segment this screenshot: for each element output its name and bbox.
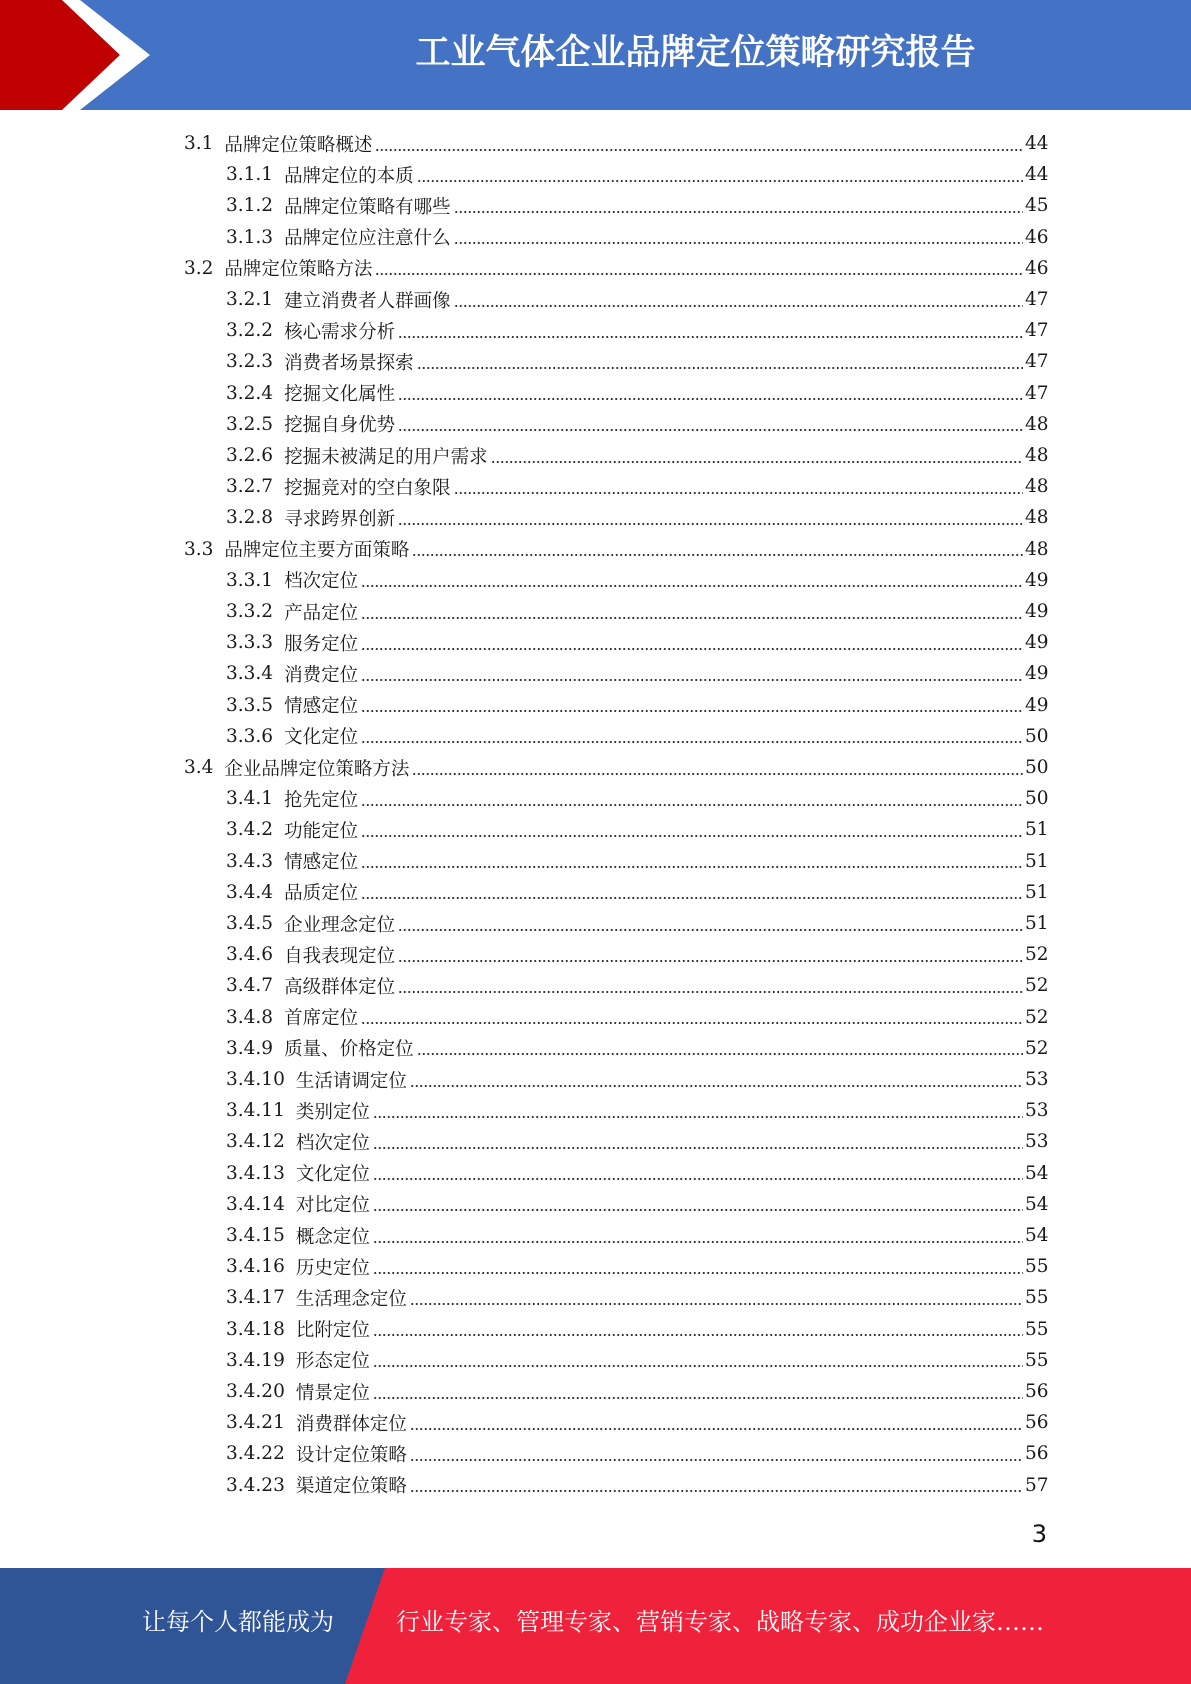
toc-entry-page: 44	[1025, 133, 1049, 154]
toc-entry[interactable]	[0, 1002, 1191, 1033]
toc-entry[interactable]	[0, 627, 1191, 658]
toc-entry-number: 3.4.7	[226, 975, 274, 997]
toc-entry-page: 57	[1025, 1474, 1049, 1496]
toc-entry-number: 3.4.1	[226, 788, 274, 810]
toc-entry-number: 3.3	[184, 538, 214, 560]
toc-entry-page: 49	[1025, 694, 1049, 716]
toc-entry-number: 3.4.21	[226, 1412, 285, 1434]
toc-entry-page: 49	[1025, 632, 1049, 654]
toc-entry[interactable]	[0, 1033, 1191, 1064]
toc-entry-page: 56	[1025, 1381, 1049, 1402]
toc-entry-page: 56	[1025, 1443, 1049, 1465]
toc-entry-title: 企业理念定位	[284, 914, 396, 936]
toc-dot-leader	[454, 304, 1023, 308]
toc-dot-leader	[412, 772, 1023, 776]
toc-entry[interactable]	[0, 1064, 1191, 1095]
toc-dot-leader	[417, 366, 1023, 370]
toc-entry-title: 产品定位	[284, 602, 359, 624]
toc-dot-leader	[398, 928, 1023, 932]
toc-dot-leader	[361, 584, 1023, 588]
toc-entry-page: 44	[1025, 164, 1049, 186]
toc-entry-title: 渠道定位策略	[295, 1476, 407, 1498]
toc-entry-page: 56	[1025, 1412, 1049, 1434]
toc-entry[interactable]	[0, 939, 1191, 970]
toc-entry-page: 54	[1025, 1225, 1049, 1246]
toc-entry-title: 寻求跨界创新	[284, 508, 396, 530]
toc-dot-leader	[373, 1240, 1023, 1244]
toc-dot-leader	[361, 616, 1023, 620]
toc-entry-number: 3.2.3	[226, 351, 274, 373]
toc-entry-number: 3.3.4	[226, 663, 274, 685]
toc-entry[interactable]	[0, 159, 1191, 190]
toc-entry[interactable]	[0, 658, 1191, 689]
toc-entry-number: 3.4.15	[226, 1225, 285, 1246]
toc-entry-number: 3.4	[184, 757, 214, 778]
toc-entry[interactable]	[0, 752, 1191, 783]
toc-entry-number: 3.2.1	[226, 289, 274, 310]
toc-dot-leader	[375, 272, 1023, 276]
toc-entry[interactable]	[0, 1376, 1191, 1407]
toc-entry-title: 情感定位	[284, 852, 359, 874]
toc-dot-leader	[361, 740, 1023, 744]
toc-entry-title: 品牌定位策略概述	[224, 134, 373, 156]
toc-entry[interactable]	[0, 1282, 1191, 1313]
toc-entry-title: 品牌定位主要方面策略	[224, 540, 410, 562]
toc-entry[interactable]	[0, 471, 1191, 502]
toc-entry-title: 首席定位	[284, 1008, 359, 1030]
toc-dot-leader	[398, 959, 1023, 963]
toc-dot-leader	[410, 1302, 1023, 1306]
toc-entry[interactable]	[0, 284, 1191, 315]
toc-entry-page: 50	[1025, 788, 1049, 810]
toc-entry[interactable]	[0, 565, 1191, 596]
toc-dot-leader	[454, 491, 1023, 495]
toc-entry[interactable]	[0, 1345, 1191, 1376]
toc-entry[interactable]	[0, 690, 1191, 721]
toc-entry-title: 文化定位	[284, 727, 359, 749]
toc-entry-page: 52	[1025, 1006, 1049, 1028]
toc-entry-number: 3.4.14	[226, 1193, 285, 1215]
toc-entry-title: 消费定位	[284, 664, 359, 686]
toc-entry-title: 档次定位	[284, 571, 359, 593]
toc-entry[interactable]	[0, 128, 1191, 159]
toc-entry-title: 品牌定位策略方法	[224, 259, 373, 281]
toc-entry-number: 3.3.2	[226, 601, 274, 622]
toc-entry-page: 51	[1025, 913, 1049, 934]
toc-entry[interactable]	[0, 596, 1191, 627]
toc-dot-leader	[454, 210, 1023, 214]
toc-entry[interactable]	[0, 970, 1191, 1001]
toc-entry-page: 47	[1025, 382, 1049, 404]
footer-slogan-left: 让每个人都能成为	[142, 1608, 334, 1636]
toc-entry-page: 53	[1025, 1069, 1049, 1090]
toc-entry-page: 53	[1025, 1100, 1049, 1122]
toc-dot-leader	[410, 1489, 1023, 1493]
toc-dot-leader	[398, 397, 1023, 401]
toc-entry[interactable]	[0, 1251, 1191, 1282]
toc-dot-leader	[454, 241, 1023, 245]
toc-entry-number: 3.2	[184, 257, 214, 279]
toc-dot-leader	[373, 1146, 1023, 1150]
toc-dot-leader	[361, 896, 1023, 900]
toc-entry-title: 类别定位	[295, 1101, 370, 1123]
toc-entry-title: 服务定位	[284, 633, 359, 655]
toc-entry-number: 3.4.8	[226, 1006, 274, 1028]
toc-dot-leader	[373, 1115, 1023, 1119]
toc-dot-leader	[373, 1333, 1023, 1337]
toc-entry-page: 49	[1025, 569, 1049, 591]
toc-entry[interactable]	[0, 1438, 1191, 1469]
toc-entry-number: 3.4.3	[226, 850, 274, 872]
toc-entry[interactable]	[0, 409, 1191, 440]
toc-entry-page: 55	[1025, 1318, 1049, 1340]
toc-dot-leader	[398, 428, 1023, 432]
header-arrow-decoration	[0, 0, 160, 110]
toc-entry-title: 比附定位	[295, 1320, 370, 1342]
toc-entry-number: 3.4.11	[226, 1100, 285, 1122]
toc-entry-page: 50	[1025, 725, 1049, 747]
toc-dot-leader	[417, 179, 1023, 183]
toc-entry-title: 挖掘文化属性	[284, 384, 396, 406]
toc-entry-page: 49	[1025, 663, 1049, 685]
toc-entry-number: 3.4.9	[226, 1037, 274, 1059]
toc-entry-page: 48	[1025, 538, 1049, 560]
toc-dot-leader	[398, 335, 1023, 339]
toc-entry-number: 3.4.2	[226, 819, 274, 841]
footer-slogan-right: 行业专家、管理专家、营销专家、战略专家、成功企业家……	[396, 1608, 1044, 1636]
toc-entry[interactable]	[0, 1189, 1191, 1220]
toc-entry-title: 设计定位策略	[295, 1444, 407, 1466]
toc-entry-title: 历史定位	[295, 1257, 370, 1279]
toc-entry-title: 品牌定位策略有哪些	[284, 196, 451, 218]
toc-dot-leader	[398, 990, 1023, 994]
toc-entry-title: 自我表现定位	[284, 945, 396, 967]
toc-entry-page: 55	[1025, 1287, 1049, 1309]
toc-entry-number: 3.2.7	[226, 476, 274, 498]
toc-entry[interactable]	[0, 502, 1191, 533]
toc-dot-leader	[361, 1021, 1023, 1025]
toc-entry-title: 挖掘自身优势	[284, 415, 396, 437]
toc-entry-page: 51	[1025, 819, 1049, 841]
toc-entry-number: 3.1.1	[226, 164, 274, 186]
toc-entry-title: 档次定位	[295, 1132, 370, 1154]
toc-entry[interactable]	[0, 1220, 1191, 1251]
toc-entry-page: 47	[1025, 320, 1049, 342]
toc-dot-leader	[412, 553, 1023, 557]
toc-entry-title: 高级群体定位	[284, 976, 396, 998]
toc-entry-title: 情感定位	[284, 696, 359, 718]
toc-entry-title: 挖掘竞对的空白象限	[284, 477, 451, 499]
toc-entry[interactable]	[0, 1407, 1191, 1438]
toc-entry-title: 形态定位	[295, 1351, 370, 1373]
toc-entry-page: 55	[1025, 1256, 1049, 1278]
toc-entry-page: 48	[1025, 413, 1049, 435]
toc-entry-page: 49	[1025, 601, 1049, 622]
toc-entry-number: 3.1	[184, 133, 214, 154]
page-number: 3	[1031, 1520, 1047, 1548]
toc-entry[interactable]	[0, 877, 1191, 908]
toc-entry-page: 53	[1025, 1131, 1049, 1153]
toc-entry-number: 3.4.6	[226, 944, 274, 966]
toc-entry-number: 3.4.16	[226, 1256, 285, 1278]
toc-entry[interactable]	[0, 440, 1191, 471]
toc-dot-leader	[361, 803, 1023, 807]
toc-entry-page: 47	[1025, 351, 1049, 373]
page-header	[0, 0, 1191, 110]
toc-entry-title: 质量、价格定位	[284, 1039, 414, 1061]
toc-dot-leader	[361, 834, 1023, 838]
toc-entry-number: 3.4.23	[226, 1474, 285, 1496]
page-footer	[0, 1568, 1191, 1684]
toc-entry[interactable]	[0, 222, 1191, 253]
toc-entry-number: 3.4.13	[226, 1162, 285, 1184]
toc-entry-title: 对比定位	[295, 1195, 370, 1217]
toc-entry-number: 3.2.6	[226, 445, 274, 466]
toc-entry-number: 3.3.5	[226, 694, 274, 716]
toc-entry-title: 情景定位	[295, 1382, 370, 1404]
toc-entry-number: 3.3.1	[226, 569, 274, 591]
toc-entry-page: 46	[1025, 257, 1049, 279]
toc-dot-leader	[373, 1177, 1023, 1181]
toc-entry-title: 生活理念定位	[295, 1288, 407, 1310]
toc-entry-page: 47	[1025, 289, 1049, 310]
toc-entry-number: 3.4.12	[226, 1131, 285, 1153]
toc-entry-page: 48	[1025, 445, 1049, 466]
toc-entry-number: 3.4.4	[226, 881, 274, 903]
toc-entry-number: 3.2.2	[226, 320, 274, 342]
toc-entry-title: 核心需求分析	[284, 321, 396, 343]
toc-entry-number: 3.4.20	[226, 1381, 285, 1402]
toc-dot-leader	[375, 148, 1023, 152]
toc-entry-number: 3.4.22	[226, 1443, 285, 1465]
toc-entry-number: 3.4.10	[226, 1069, 285, 1090]
toc-entry-number: 3.4.19	[226, 1349, 285, 1371]
toc-entry[interactable]	[0, 315, 1191, 346]
toc-entry-page: 45	[1025, 195, 1049, 217]
toc-dot-leader	[361, 678, 1023, 682]
toc-entry-title: 抢先定位	[284, 789, 359, 811]
toc-entry[interactable]	[0, 814, 1191, 845]
toc-entry[interactable]	[0, 908, 1191, 939]
toc-dot-leader	[373, 1271, 1023, 1275]
toc-entry-number: 3.4.5	[226, 913, 274, 934]
toc-entry[interactable]	[0, 1314, 1191, 1345]
toc-entry-number: 3.3.6	[226, 725, 274, 747]
toc-entry[interactable]	[0, 1126, 1191, 1157]
toc-entry-page: 48	[1025, 476, 1049, 498]
toc-entry-page: 51	[1025, 850, 1049, 872]
toc-entry[interactable]	[0, 721, 1191, 752]
toc-entry-page: 52	[1025, 1037, 1049, 1059]
toc-dot-leader	[410, 1427, 1023, 1431]
toc-entry-number: 3.1.2	[226, 195, 274, 217]
toc-dot-leader	[373, 1208, 1023, 1212]
toc-entry-title: 挖掘未被满足的用户需求	[284, 446, 488, 468]
toc-entry-number: 3.3.3	[226, 632, 274, 654]
toc-entry-title: 功能定位	[284, 820, 359, 842]
toc-entry-page: 51	[1025, 881, 1049, 903]
toc-entry-title: 品质定位	[284, 883, 359, 905]
toc-entry-page: 52	[1025, 975, 1049, 997]
toc-entry-page: 48	[1025, 507, 1049, 529]
toc-entry[interactable]	[0, 846, 1191, 877]
toc-entry-title: 品牌定位的本质	[284, 165, 414, 187]
toc-entry-number: 3.1.3	[226, 226, 274, 248]
toc-entry-title: 建立消费者人群画像	[284, 290, 451, 312]
toc-entry-page: 46	[1025, 226, 1049, 248]
toc-entry[interactable]	[0, 534, 1191, 565]
toc-dot-leader	[361, 865, 1023, 869]
toc-entry-page: 50	[1025, 757, 1049, 778]
toc-dot-leader	[417, 1052, 1023, 1056]
toc-entry[interactable]	[0, 1158, 1191, 1189]
toc-entry-number: 3.2.8	[226, 507, 274, 529]
toc-entry-title: 概念定位	[295, 1226, 370, 1248]
toc-entry-number: 3.4.18	[226, 1318, 285, 1340]
report-title: 工业气体企业品牌定位策略研究报告	[415, 33, 976, 73]
toc-dot-leader	[398, 522, 1023, 526]
toc-dot-leader	[373, 1364, 1023, 1368]
toc-dot-leader	[410, 1458, 1023, 1462]
toc-entry-title: 品牌定位应注意什么	[284, 228, 451, 250]
toc-dot-leader	[410, 1084, 1023, 1088]
toc-entry-title: 生活请调定位	[295, 1070, 407, 1092]
toc-entry[interactable]	[0, 783, 1191, 814]
toc-entry-title: 文化定位	[295, 1164, 370, 1186]
toc-dot-leader	[373, 1396, 1023, 1400]
toc-dot-leader	[361, 709, 1023, 713]
toc-entry-title: 消费群体定位	[295, 1413, 407, 1435]
toc-entry[interactable]	[0, 190, 1191, 221]
toc-entry-title: 消费者场景探索	[284, 352, 414, 374]
toc-entry-number: 3.2.4	[226, 382, 274, 404]
toc-entry-number: 3.4.17	[226, 1287, 285, 1309]
toc-entry-page: 54	[1025, 1193, 1049, 1215]
toc-entry[interactable]	[0, 1095, 1191, 1126]
toc-entry-page: 55	[1025, 1349, 1049, 1371]
toc-entry[interactable]	[0, 346, 1191, 377]
toc-entry[interactable]	[0, 253, 1191, 284]
toc-entry-number: 3.2.5	[226, 413, 274, 435]
toc-entry-page: 52	[1025, 944, 1049, 966]
toc-dot-leader	[491, 460, 1023, 464]
toc-entry[interactable]	[0, 1470, 1191, 1501]
toc-entry-page: 54	[1025, 1162, 1049, 1184]
toc-entry[interactable]	[0, 378, 1191, 409]
toc-entry-title: 企业品牌定位策略方法	[224, 758, 410, 780]
toc-dot-leader	[361, 647, 1023, 651]
